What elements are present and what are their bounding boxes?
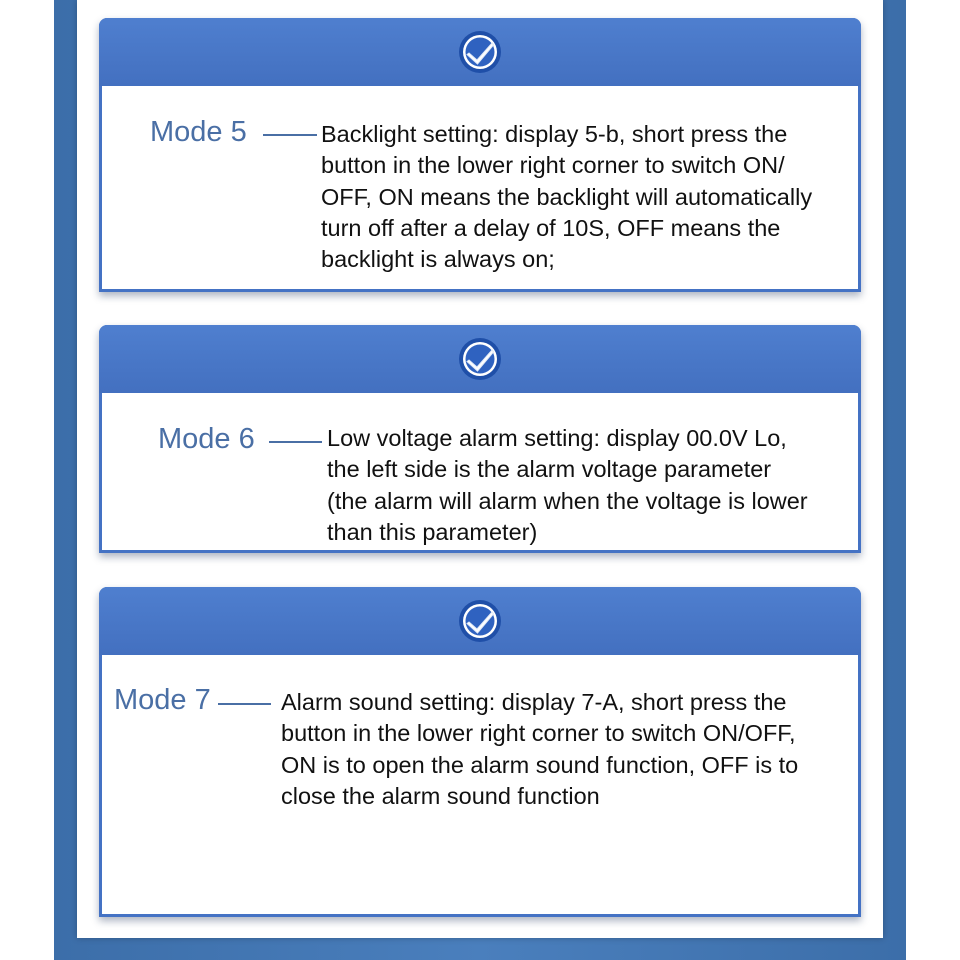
- connector-line: [263, 134, 317, 136]
- description-line: backlight is always on;: [321, 246, 555, 273]
- description-line: Alarm sound setting: display 7-A, short press the: [281, 689, 787, 715]
- description-line: (the alarm will alarm when the voltage is lower: [327, 487, 808, 514]
- description-line: ON is to open the alarm sound function, OFF is to: [281, 751, 799, 778]
- card-header: [99, 325, 861, 393]
- description-line: than this parameter): [327, 518, 538, 545]
- check-badge-icon: [458, 599, 502, 643]
- card-body: [102, 86, 858, 289]
- mode-7-card: [99, 587, 861, 917]
- description-line: Backlight setting: display 5-b, short press the: [321, 121, 788, 147]
- description-line: turn off after a delay of 10S, OFF means the: [321, 214, 781, 241]
- check-badge-icon: [458, 337, 502, 381]
- check-badge-icon: [458, 30, 502, 74]
- description-line: OFF, ON means the backlight will automatically: [321, 183, 813, 210]
- card-header: [99, 18, 861, 86]
- description-line: the left side is the alarm voltage parameter: [327, 456, 772, 483]
- card-body: [102, 655, 858, 914]
- card-header: [99, 587, 861, 655]
- mode-label: Mode 7: [114, 684, 211, 716]
- mode-description: [281, 687, 798, 812]
- mode-description: [327, 423, 808, 548]
- description-line: button in the lower right corner to switch ON/OFF,: [281, 720, 796, 747]
- description-line: Low voltage alarm setting: display 00.0V Lo,: [327, 425, 787, 451]
- connector-line: [218, 703, 271, 705]
- description-line: button in the lower right corner to switch ON/: [321, 152, 785, 179]
- mode-label: Mode 5: [150, 116, 247, 148]
- mode-5-card: [99, 18, 861, 292]
- card-body: [102, 393, 858, 550]
- description-line: close the alarm sound function: [281, 782, 600, 809]
- mode-label: Mode 6: [158, 423, 255, 455]
- mode-description: [321, 119, 812, 275]
- connector-line: [269, 441, 322, 443]
- mode-6-card: [99, 325, 861, 553]
